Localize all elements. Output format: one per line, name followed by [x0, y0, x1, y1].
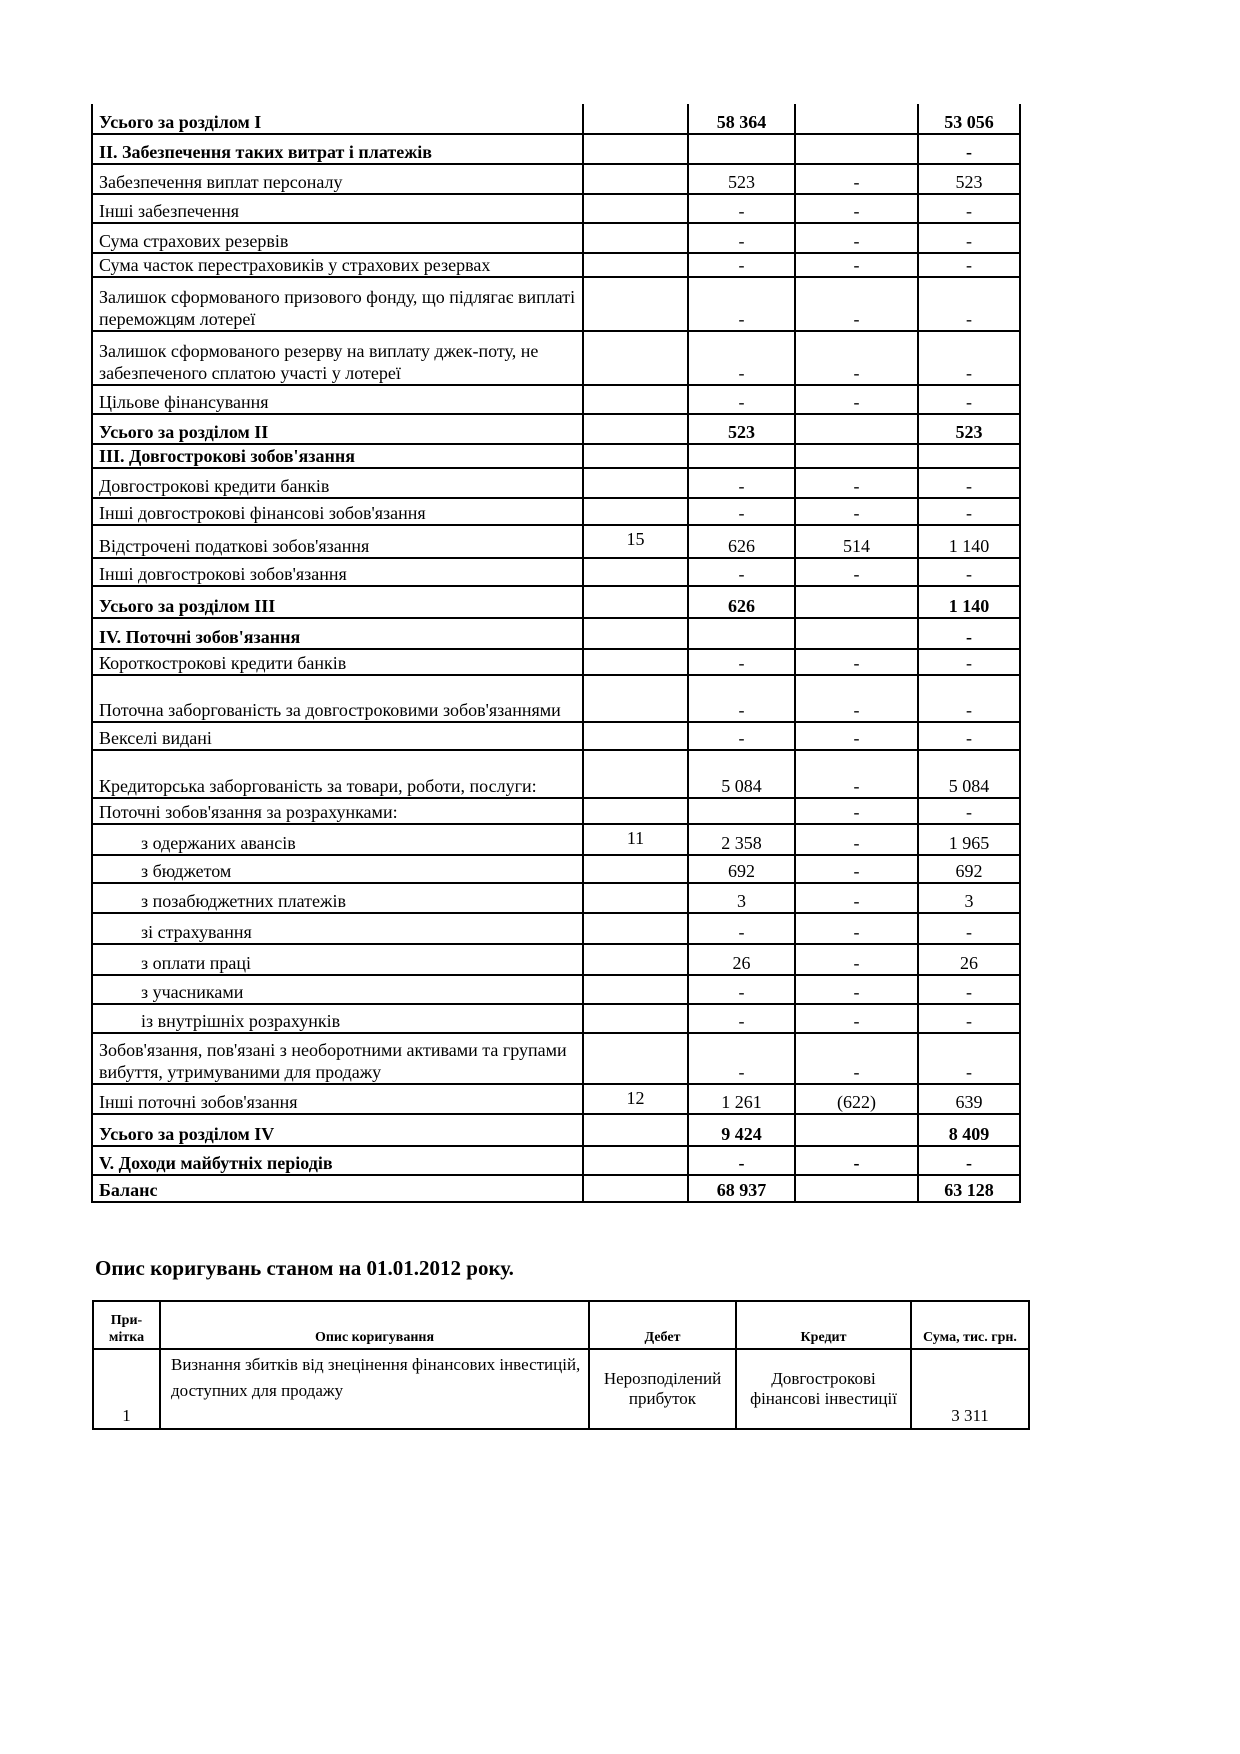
value-1: [688, 134, 795, 164]
balance-row: [92, 1175, 1020, 1202]
value-2: -: [795, 558, 918, 586]
adjustments-table: [92, 1300, 1030, 1430]
row-label: III. Довгострокові зобов'язання: [92, 444, 583, 468]
row-note: [583, 722, 688, 750]
value-2: [795, 104, 918, 134]
value-3: -: [918, 277, 1020, 331]
row-label: Відстрочені податкові зобов'язання: [92, 525, 583, 558]
balance-row: [92, 525, 1020, 558]
balance-row: [92, 331, 1020, 385]
row-note: [583, 649, 688, 675]
row-label: з одержаних авансів: [92, 824, 583, 855]
value-2: -: [795, 223, 918, 253]
value-3: -: [918, 798, 1020, 824]
value-3: -: [918, 649, 1020, 675]
value-1: -: [688, 223, 795, 253]
row-note: [583, 586, 688, 618]
value-1: 523: [688, 414, 795, 444]
row-note: [583, 104, 688, 134]
balance-row: [92, 444, 1020, 468]
value-2: -: [795, 253, 918, 277]
row-label: Забезпечення виплат персоналу: [92, 164, 583, 194]
balance-row: [92, 468, 1020, 498]
value-2: [795, 1175, 918, 1202]
value-3: 3: [918, 883, 1020, 913]
row-label: Цільове фінансування: [92, 385, 583, 414]
row-note: [583, 164, 688, 194]
balance-row: [92, 722, 1020, 750]
row-note: [583, 1146, 688, 1175]
value-2: -: [795, 498, 918, 525]
balance-row: [92, 223, 1020, 253]
balance-row: [92, 944, 1020, 975]
balance-row: [92, 104, 1020, 134]
value-2: [795, 618, 918, 649]
row-note: [583, 558, 688, 586]
value-2: [795, 586, 918, 618]
header-debit: Дебет: [589, 1301, 736, 1349]
row-note: [583, 134, 688, 164]
value-3: 53 056: [918, 104, 1020, 134]
balance-row: [92, 750, 1020, 798]
header-amount: Сума, тис. грн.: [911, 1301, 1029, 1349]
value-2: -: [795, 649, 918, 675]
value-2: -: [795, 975, 918, 1004]
value-3: -: [918, 722, 1020, 750]
row-note: 12: [583, 1084, 688, 1114]
value-2: [795, 134, 918, 164]
value-3: -: [918, 1033, 1020, 1084]
balance-row: [92, 253, 1020, 277]
row-note: [583, 414, 688, 444]
value-3: 523: [918, 164, 1020, 194]
header-description: Опис коригування: [160, 1301, 589, 1349]
value-1: -: [688, 468, 795, 498]
row-note: [583, 1004, 688, 1033]
row-label: з оплати праці: [92, 944, 583, 975]
balance-row: [92, 855, 1020, 883]
row-label: Поточні зобов'язання за розрахунками:: [92, 798, 583, 824]
value-3: -: [918, 253, 1020, 277]
value-2: -: [795, 468, 918, 498]
value-1: -: [688, 722, 795, 750]
value-3: 5 084: [918, 750, 1020, 798]
value-3: 1 965: [918, 824, 1020, 855]
adjustment-description: Визнання збитків від знецінення фінансових інвестицій, доступних для продажу: [160, 1349, 589, 1429]
value-1: -: [688, 913, 795, 944]
row-note: [583, 944, 688, 975]
value-1: 692: [688, 855, 795, 883]
value-1: 626: [688, 525, 795, 558]
header-note: При-мітка: [93, 1301, 160, 1349]
balance-row: [92, 975, 1020, 1004]
value-3: -: [918, 331, 1020, 385]
balance-row: [92, 385, 1020, 414]
balance-row: [92, 134, 1020, 164]
balance-row: [92, 1084, 1020, 1114]
row-note: 15: [583, 525, 688, 558]
row-note: [583, 194, 688, 223]
value-3: [918, 444, 1020, 468]
value-2: -: [795, 824, 918, 855]
row-label: V. Доходи майбутніх періодів: [92, 1146, 583, 1175]
row-note: [583, 444, 688, 468]
balance-row: [92, 798, 1020, 824]
value-3: 26: [918, 944, 1020, 975]
row-label: Кредиторська заборгованість за товари, роботи, послуги:: [92, 750, 583, 798]
row-note: [583, 913, 688, 944]
row-label: Баланс: [92, 1175, 583, 1202]
row-note: [583, 1175, 688, 1202]
value-2: -: [795, 750, 918, 798]
row-note: [583, 498, 688, 525]
row-label: Усього за розділом II: [92, 414, 583, 444]
value-2: [795, 1114, 918, 1146]
value-3: 639: [918, 1084, 1020, 1114]
value-2: -: [795, 194, 918, 223]
row-label: Залишок сформованого призового фонду, що підлягає виплаті переможцям лотереї: [92, 277, 583, 331]
adjustment-debit: Нерозподілений прибуток: [589, 1349, 736, 1429]
value-2: -: [795, 883, 918, 913]
adjustments-row: [93, 1349, 1029, 1429]
balance-row: [92, 498, 1020, 525]
balance-row: [92, 1146, 1020, 1175]
row-note: [583, 855, 688, 883]
value-1: 2 358: [688, 824, 795, 855]
row-note: 11: [583, 824, 688, 855]
row-label: Довгострокові кредити банків: [92, 468, 583, 498]
row-label: Короткострокові кредити банків: [92, 649, 583, 675]
balance-row: [92, 913, 1020, 944]
row-label: з учасниками: [92, 975, 583, 1004]
row-note: [583, 253, 688, 277]
row-label: з бюджетом: [92, 855, 583, 883]
value-1: -: [688, 253, 795, 277]
value-2: -: [795, 331, 918, 385]
row-label: Усього за розділом III: [92, 586, 583, 618]
balance-row: [92, 1114, 1020, 1146]
value-3: 523: [918, 414, 1020, 444]
balance-row: [92, 618, 1020, 649]
value-1: -: [688, 1033, 795, 1084]
value-1: 523: [688, 164, 795, 194]
value-2: -: [795, 277, 918, 331]
row-note: [583, 1033, 688, 1084]
row-label: Інші забезпечення: [92, 194, 583, 223]
value-3: -: [918, 913, 1020, 944]
row-label: Інші довгострокові фінансові зобов'язання: [92, 498, 583, 525]
value-2: -: [795, 944, 918, 975]
value-2: [795, 414, 918, 444]
header-credit: Кредит: [736, 1301, 911, 1349]
balance-row: [92, 675, 1020, 722]
value-1: -: [688, 975, 795, 1004]
value-3: 1 140: [918, 525, 1020, 558]
value-1: 5 084: [688, 750, 795, 798]
value-1: -: [688, 277, 795, 331]
row-label: з позабюджетних платежів: [92, 883, 583, 913]
balance-row: [92, 194, 1020, 223]
adjustment-note: 1: [93, 1349, 160, 1429]
value-3: -: [918, 675, 1020, 722]
row-note: [583, 798, 688, 824]
value-2: -: [795, 164, 918, 194]
value-1: [688, 618, 795, 649]
value-2: -: [795, 1033, 918, 1084]
value-2: -: [795, 385, 918, 414]
value-2: 514: [795, 525, 918, 558]
value-2: -: [795, 855, 918, 883]
row-label: Залишок сформованого резерву на виплату джек-поту, не забезпеченого сплатою участі у лотереї: [92, 331, 583, 385]
value-3: -: [918, 558, 1020, 586]
row-note: [583, 223, 688, 253]
row-label: IV. Поточні зобов'язання: [92, 618, 583, 649]
row-note: [583, 750, 688, 798]
row-label: зі страхування: [92, 913, 583, 944]
row-label: Сума часток перестраховиків у страхових резервах: [92, 253, 583, 277]
value-3: -: [918, 1146, 1020, 1175]
row-note: [583, 883, 688, 913]
row-label: Усього за розділом I: [92, 104, 583, 134]
value-3: -: [918, 134, 1020, 164]
balance-row: [92, 277, 1020, 331]
value-1: [688, 798, 795, 824]
value-2: [795, 444, 918, 468]
value-2: -: [795, 1146, 918, 1175]
value-3: 1 140: [918, 586, 1020, 618]
row-label: із внутрішніх розрахунків: [92, 1004, 583, 1033]
adjustment-amount: 3 311: [911, 1349, 1029, 1429]
row-note: [583, 385, 688, 414]
value-1: [688, 444, 795, 468]
balance-row: [92, 1004, 1020, 1033]
value-2: -: [795, 675, 918, 722]
row-note: [583, 277, 688, 331]
value-1: 58 364: [688, 104, 795, 134]
value-3: -: [918, 223, 1020, 253]
row-label: Інші довгострокові зобов'язання: [92, 558, 583, 586]
value-3: 692: [918, 855, 1020, 883]
value-2: -: [795, 798, 918, 824]
value-3: -: [918, 194, 1020, 223]
value-3: 8 409: [918, 1114, 1020, 1146]
balance-sheet-body: [92, 104, 1020, 1202]
row-label: Зобов'язання, пов'язані з необоротними активами та групами вибуття, утримуваними для продажу: [92, 1033, 583, 1084]
value-1: 3: [688, 883, 795, 913]
value-1: -: [688, 385, 795, 414]
balance-row: [92, 824, 1020, 855]
value-1: -: [688, 558, 795, 586]
balance-sheet-table: [91, 104, 1021, 1203]
value-1: -: [688, 331, 795, 385]
value-1: -: [688, 1004, 795, 1033]
value-1: -: [688, 649, 795, 675]
balance-row: [92, 164, 1020, 194]
value-2: (622): [795, 1084, 918, 1114]
value-1: 1 261: [688, 1084, 795, 1114]
value-3: -: [918, 1004, 1020, 1033]
value-3: 63 128: [918, 1175, 1020, 1202]
row-note: [583, 331, 688, 385]
adjustments-header-row: [93, 1301, 1029, 1349]
value-2: -: [795, 913, 918, 944]
row-note: [583, 468, 688, 498]
value-3: -: [918, 975, 1020, 1004]
balance-row: [92, 558, 1020, 586]
adjustments-title: Опис коригувань станом на 01.01.2012 року.: [95, 1256, 514, 1280]
value-1: -: [688, 1146, 795, 1175]
value-1: -: [688, 675, 795, 722]
value-1: 68 937: [688, 1175, 795, 1202]
value-3: -: [918, 618, 1020, 649]
row-note: [583, 975, 688, 1004]
value-1: -: [688, 194, 795, 223]
value-2: -: [795, 1004, 918, 1033]
value-1: 9 424: [688, 1114, 795, 1146]
value-3: -: [918, 498, 1020, 525]
balance-row: [92, 1033, 1020, 1084]
row-note: [583, 1114, 688, 1146]
row-label: Векселі видані: [92, 722, 583, 750]
balance-row: [92, 586, 1020, 618]
row-label: Поточна заборгованість за довгостроковими зобов'язаннями: [92, 675, 583, 722]
value-2: -: [795, 722, 918, 750]
row-note: [583, 675, 688, 722]
row-label: Усього за розділом IV: [92, 1114, 583, 1146]
value-3: -: [918, 385, 1020, 414]
balance-row: [92, 414, 1020, 444]
adjustment-credit: Довгострокові фінансові інвестиції: [736, 1349, 911, 1429]
row-label: Інші поточні зобов'язання: [92, 1084, 583, 1114]
value-3: -: [918, 468, 1020, 498]
value-1: 26: [688, 944, 795, 975]
balance-row: [92, 883, 1020, 913]
value-1: -: [688, 498, 795, 525]
row-label: II. Забезпечення таких витрат і платежів: [92, 134, 583, 164]
balance-row: [92, 649, 1020, 675]
row-label: Сума страхових резервів: [92, 223, 583, 253]
row-note: [583, 618, 688, 649]
value-1: 626: [688, 586, 795, 618]
